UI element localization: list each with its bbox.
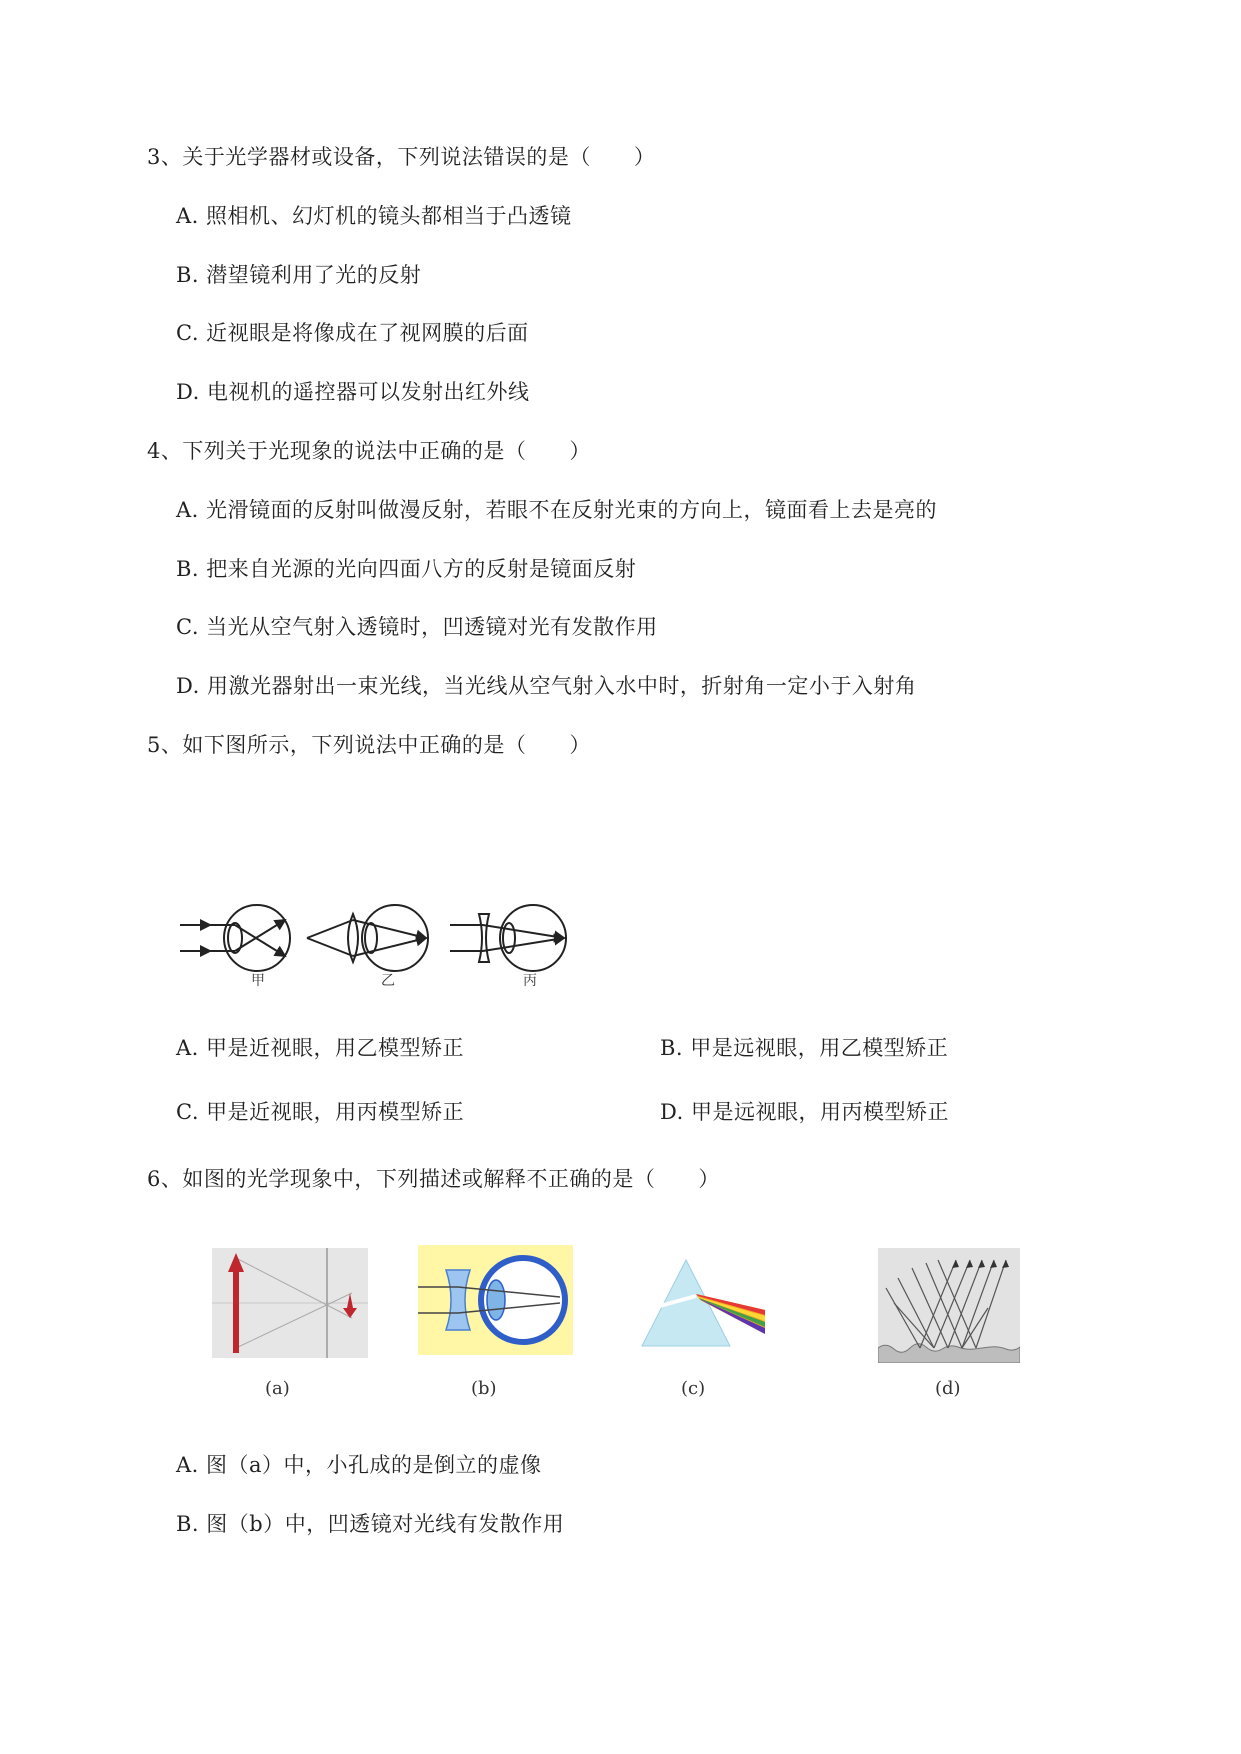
figure-d-diffuse-reflection (878, 1248, 1020, 1363)
figure-c-prism-dispersion (640, 1258, 765, 1350)
eye-diagram-bing (450, 905, 566, 971)
figure-label-c: (c) (681, 1378, 706, 1399)
question-3-option-b[interactable]: B. 潜望镜利用了光的反射 (176, 263, 422, 287)
question-3-option-c[interactable]: C. 近视眼是将像成在了视网膜的后面 (176, 321, 529, 345)
question-5-option-c[interactable]: C. 甲是近视眼，用丙模型矫正 (176, 1100, 465, 1124)
figure-label-jia: 甲 (251, 973, 265, 989)
figure-label-yi: 乙 (381, 973, 395, 989)
question-3-stem: 3、关于光学器材或设备，下列说法错误的是（ ） (147, 145, 656, 169)
figure-label-a: (a) (265, 1378, 290, 1399)
figure-label-bing: 丙 (523, 973, 537, 989)
question-4-option-c[interactable]: C. 当光从空气射入透镜时，凹透镜对光有发散作用 (176, 615, 658, 639)
question-5-option-a[interactable]: A. 甲是近视眼，用乙模型矫正 (176, 1036, 465, 1060)
question-6-option-b[interactable]: B. 图（b）中，凹透镜对光线有发散作用 (176, 1512, 565, 1536)
eye-diagram-jia (180, 905, 290, 971)
question-5-option-d[interactable]: D. 甲是远视眼，用丙模型矫正 (660, 1100, 949, 1124)
question-3-option-d[interactable]: D. 电视机的遥控器可以发射出红外线 (176, 380, 530, 404)
question-3-option-a[interactable]: A. 照相机、幻灯机的镜头都相当于凸透镜 (176, 204, 572, 228)
question-6-stem: 6、如图的光学现象中，下列描述或解释不正确的是（ ） (147, 1167, 720, 1191)
question-5-stem: 5、如下图所示，下列说法中正确的是（ ） (147, 733, 591, 757)
figure-label-b: (b) (471, 1378, 497, 1399)
question-4-stem: 4、下列关于光现象的说法中正确的是（ ） (147, 439, 591, 463)
figure-a-pinhole-image (212, 1248, 368, 1358)
figure-b-concave-lens-eye (418, 1245, 573, 1355)
eye-diagram-yi (307, 905, 428, 971)
question-6-option-a[interactable]: A. 图（a）中，小孔成的是倒立的虚像 (176, 1453, 542, 1477)
figure-label-d: (d) (935, 1378, 961, 1399)
question-4-option-a[interactable]: A. 光滑镜面的反射叫做漫反射，若眼不在反射光束的方向上，镜面看上去是亮的 (176, 498, 938, 522)
question-5-option-b[interactable]: B. 甲是远视眼，用乙模型矫正 (660, 1036, 949, 1060)
question-4-option-b[interactable]: B. 把来自光源的光向四面八方的反射是镜面反射 (176, 557, 637, 581)
question-4-option-d[interactable]: D. 用激光器射出一束光线，当光线从空气射入水中时，折射角一定小于入射角 (176, 674, 917, 698)
